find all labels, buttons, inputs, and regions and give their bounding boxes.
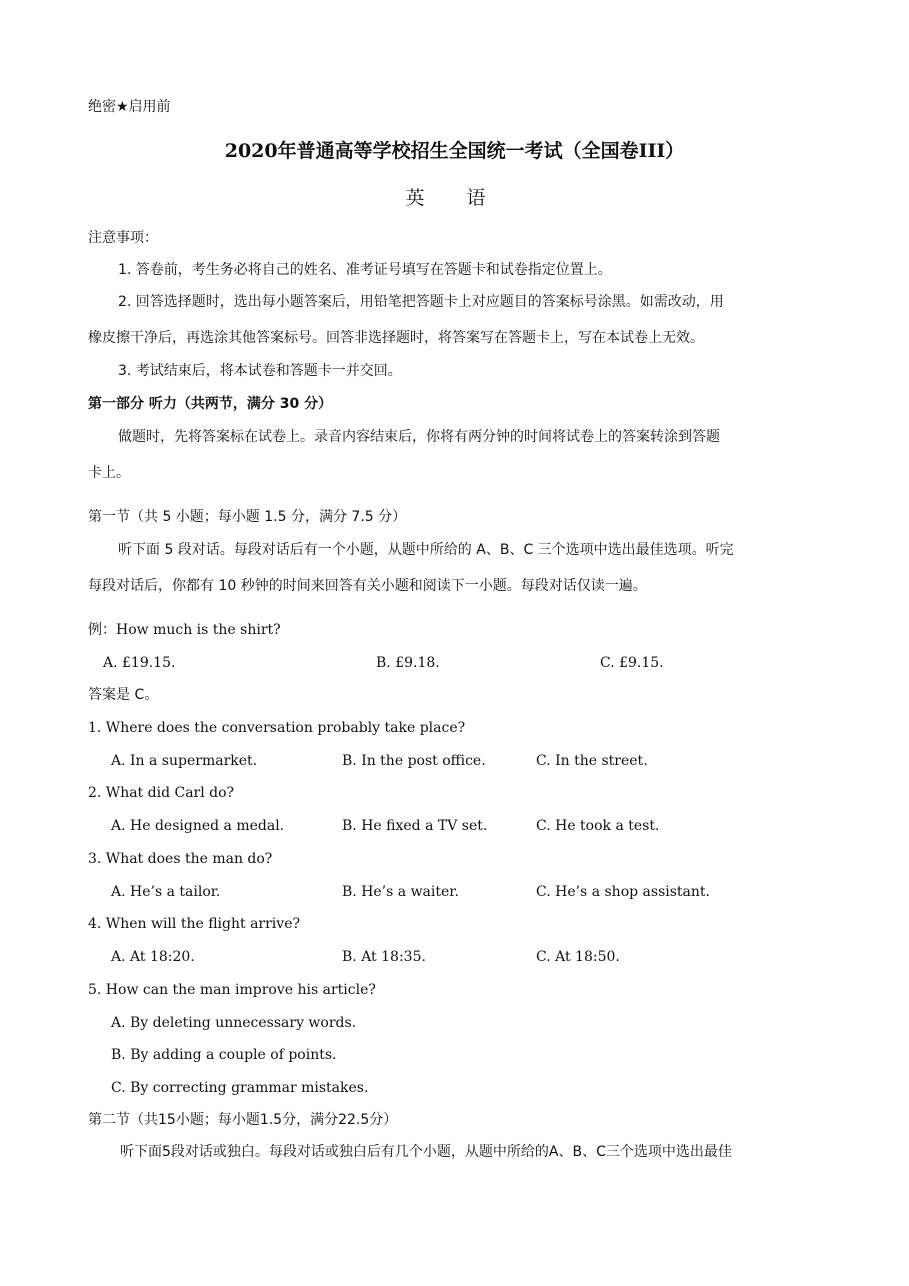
- question-5-option-b: B. By adding a couple of points.: [111, 1047, 337, 1063]
- notice-item-2-line-2: 橡皮擦干净后，再选涂其他答案标号。回答非选择题时，将答案写在答题卡上，写在本试卷上无效。: [88, 330, 704, 346]
- question-2-option-c: C. He took a test.: [536, 818, 660, 834]
- question-3-option-a: A. He’s a tailor.: [111, 884, 221, 900]
- exam-title: 2020年普通高等学校招生全国统一考试（全国卷III）: [224, 140, 685, 162]
- section1-heading: 第一节（共 5 小题；每小题 1.5 分，满分 7.5 分）: [88, 509, 407, 525]
- question-4-option-b: B. At 18:35.: [342, 949, 426, 965]
- notice-heading: 注意事项：: [88, 230, 158, 246]
- question-3-option-b: B. He’s a waiter.: [342, 884, 459, 900]
- example-option-a: A. £19.15.: [103, 655, 176, 671]
- confidential-label: 绝密★启用前: [88, 99, 171, 115]
- question-3-option-c: C. He’s a shop assistant.: [536, 884, 710, 900]
- section1-intro-line-2: 每段对话后，你都有 10 秒钟的时间来回答有关小题和阅读下一小题。每段对话仅读一遍。: [88, 578, 647, 594]
- example-answer: 答案是 C。: [88, 687, 159, 703]
- question-2-option-a: A. He designed a medal.: [111, 818, 285, 834]
- question-1-option-c: C. In the street.: [536, 753, 648, 769]
- section2-intro-line-1: 听下面5段对话或独白。每段对话或独白后有几个小题，从题中所给的A、B、C三个选项中选出最佳: [120, 1144, 732, 1160]
- example-question: 例：How much is the shirt?: [88, 622, 281, 638]
- part1-intro-line-2: 卡上。: [88, 465, 130, 481]
- question-5-option-a: A. By deleting unnecessary words.: [111, 1015, 357, 1031]
- part1-intro-line-1: 做题时，先将答案标在试卷上。录音内容结束后，你将有两分钟的时间将试卷上的答案转涂到答题: [118, 429, 720, 445]
- example-option-b: B. £9.18.: [376, 655, 440, 671]
- section2-heading: 第二节（共15小题；每小题1.5分，满分22.5分）: [88, 1112, 398, 1128]
- question-2-option-b: B. He fixed a TV set.: [342, 818, 488, 834]
- question-5: 5. How can the man improve his article?: [88, 982, 376, 998]
- subject-title: 英 语: [405, 187, 504, 209]
- example-option-c: C. £9.15.: [600, 655, 664, 671]
- question-1-option-a: A. In a supermarket.: [111, 753, 258, 769]
- notice-item-1: 1. 答卷前，考生务必将自己的姓名、准考证号填写在答题卡和试卷指定位置上。: [118, 262, 612, 278]
- question-1: 1. Where does the conversation probably take place?: [88, 720, 466, 736]
- question-2: 2. What did Carl do?: [88, 785, 235, 801]
- question-5-option-c: C. By correcting grammar mistakes.: [111, 1080, 369, 1096]
- notice-item-2-line-1: 2. 回答选择题时，选出每小题答案后，用铅笔把答题卡上对应题目的答案标号涂黑。如需改动，用: [118, 294, 724, 310]
- question-4-option-a: A. At 18:20.: [111, 949, 195, 965]
- notice-item-3: 3. 考试结束后，将本试卷和答题卡一并交回。: [118, 363, 402, 379]
- question-1-option-b: B. In the post office.: [342, 753, 486, 769]
- part1-heading: 第一部分 听力（共两节，满分 30 分）: [88, 396, 333, 412]
- section1-intro-line-1: 听下面 5 段对话。每段对话后有一个小题，从题中所给的 A、B、C 三个选项中选出最佳选项。听完: [118, 542, 734, 558]
- question-4-option-c: C. At 18:50.: [536, 949, 620, 965]
- question-3: 3. What does the man do?: [88, 851, 273, 867]
- question-4: 4. When will the flight arrive?: [88, 916, 300, 932]
